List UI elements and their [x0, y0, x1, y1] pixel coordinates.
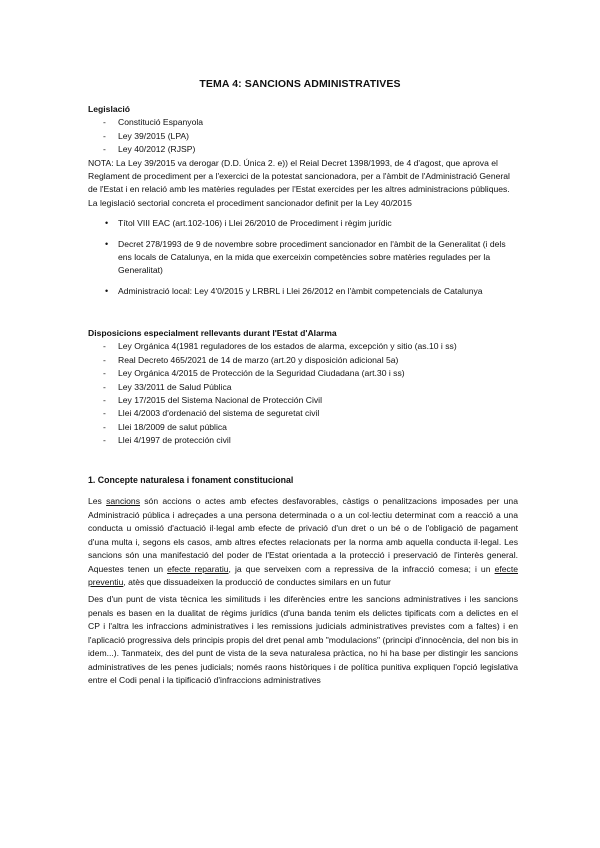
section-1 — [88, 474, 518, 487]
section-1-paragraph-1 — [88, 495, 518, 590]
p1-body: són accions o actes amb efectes desfavorables, càstigs o penalitzacions imposades per una Administració pública i adreçades a una persona determinada o a un col·lectiu determinat com a reacció a una conducta u omissió d'actuació il·legal amb efecte de privació d'un dret o un bé o de l'obligació de pagament d'una multa i, segons els casos, amb altres efectes relacionats per la norma amb aquella conducta il·legal. Les sancions són una manifestació del poder de l'Estat orientada a la protecció i preservació de l'interès general. Aquestes tenen un — [88, 496, 518, 574]
term-sancions: sancions — [106, 496, 141, 506]
alarma-heading: Disposicions especialment rellevants durant l'Estat d'Alarma — [88, 328, 337, 338]
term-efecte-preventiu: efecte preventiu — [88, 563, 518, 587]
alarma-section — [88, 327, 518, 448]
list-item: - Ley 39/2015 (LPA) — [88, 130, 518, 143]
alarma-list — [88, 340, 518, 447]
list-item: - Llei 18/2009 de salut pública — [88, 421, 518, 434]
list-item: - Ley 40/2012 (RJSP) — [88, 143, 518, 156]
list-item: - Llei 4/1997 de protección civil — [88, 434, 518, 447]
document-title: TEMA 4: SANCIONS ADMINISTRATIVES — [199, 78, 401, 90]
legislacio-bullets — [88, 217, 518, 298]
p1-mid: , ja que serveixen com a repressiva de la infracció comesa; i un — [228, 563, 495, 574]
term-efecte-reparatiu: efecte reparatiu — [167, 563, 229, 574]
p1-lead: Les — [88, 496, 107, 506]
list-item: - Ley 33/2011 de Salud Pública — [88, 381, 518, 394]
p1-tail: , atès que dissuadeixen la producció de conductes similars en un futur — [123, 577, 391, 587]
section-1-paragraph-2 — [88, 593, 518, 688]
list-item: - Ley Orgánica 4(1981 reguladores de los estados de alarma, excepción y sitio (as.10 i ss) — [88, 340, 518, 353]
section-1-heading: 1. Concepte naturalesa i fonament constitucional — [88, 475, 294, 485]
list-item: - Constitució Espanyola — [88, 116, 518, 129]
list-item: • Títol VIII EAC (art.102-106) i Llei 26/2010 de Procediment i règim jurídic — [88, 217, 518, 230]
list-item: - Llei 4/2003 d'ordenació del sistema de seguretat civil — [88, 407, 518, 420]
legislacio-heading: Legislació — [88, 104, 131, 114]
legislacio-note: NOTA: La Ley 39/2015 va derogar (D.D. Única 2. e)) el Reial Decret 1398/1993, de 4 d'agost, que aprova el Reglament de procediment per a l'exercici de la potestat sancionadora, per a l'àmbit de l'Administració General de l'Estat i en relació amb les matèries regulades per l'Estat exercides per les altres administracions públiques. La legislació sectorial concreta el procediment sancionador definit per la Ley 40/2015 — [88, 157, 510, 208]
list-item: - Ley Orgánica 4/2015 de Protección de la Seguridad Ciudadana (art.30 i ss) — [88, 367, 518, 380]
legislacio-section — [88, 103, 518, 298]
legislacio-list — [88, 116, 518, 156]
list-item: • Administració local: Ley 4'0/2015 y LRBRL i Llei 26/2012 en l'àmbit competencials de Catalunya — [88, 285, 518, 298]
list-item: - Ley 17/2015 del Sistema Nacional de Protección Civil — [88, 394, 518, 407]
list-item: - Real Decreto 465/2021 de 14 de marzo (art.20 y disposición adicional 5a) — [88, 354, 518, 367]
p2-text: Des d'un punt de vista tècnica les similituds i les diferències entre les sancions administratives i les sancions penals es basen en la dualitat de règims jurídics (d'una banda tenim els delictes tipificats com a delictes en el CP i l'altra les infraccions administratives i les remissions judicials administratives previstes com a faltes) i en l'aplicació progressiva dels principis propis del dret penal amb "modulacions" (principi d'innocència, del non bis in idem...). Tanmateix, des del punt de vista de la seva naturalesa pràctica, no hi ha base per distingir les sancions administratives de les penes judicials; només raons històriques i de política punitiva expliquen l'opció legislativa entre el Codi penal i la tipificació d'infraccions administratives — [88, 594, 518, 685]
list-item: • Decret 278/1993 de 9 de novembre sobre procediment sancionador en l'àmbit de la Generalitat (i dels ens locals de Catalunya, en la mida que exerceixin competències sobre matèries regulades per la Generalitat) — [88, 238, 518, 278]
